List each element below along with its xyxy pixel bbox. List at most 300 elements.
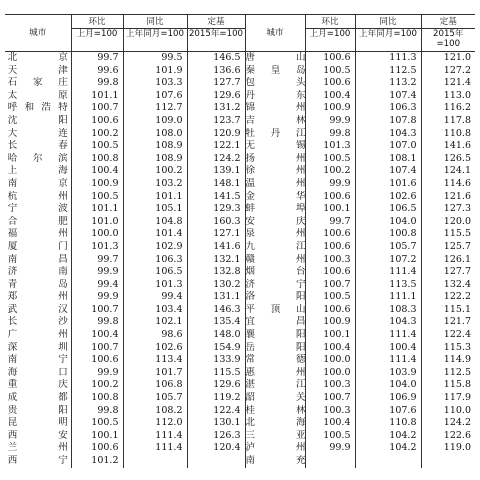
city-name-right	[245, 430, 305, 443]
yoy-value-left: 103.2	[123, 178, 187, 191]
base-value-left: 131.2	[187, 102, 245, 115]
city-name-left	[5, 279, 71, 292]
base-value-left: 119.2	[187, 392, 245, 405]
city-name-right	[245, 367, 305, 380]
base-value-right: 120.0	[421, 216, 475, 229]
base-value-right: 126.5	[421, 153, 475, 166]
yoy-value-right: 110.8	[355, 417, 421, 430]
base-value-right: 115.8	[421, 379, 475, 392]
table-row	[5, 354, 475, 367]
city-label: 韶 关	[245, 392, 305, 404]
mom-value-left: 100.7	[71, 102, 123, 115]
base-value-right: 117.8	[421, 115, 475, 128]
city-label: 西 宁	[7, 455, 68, 466]
base-value-left: 122.4	[187, 405, 245, 418]
city-label: 西 安	[7, 429, 68, 441]
yoy-value-left: 113.4	[123, 354, 187, 367]
base-value-left: 131.1	[187, 291, 245, 304]
mom-value-right: 99.9	[305, 115, 355, 128]
mom-value-right: 100.6	[305, 304, 355, 317]
city-label: 深 圳	[7, 341, 68, 353]
base-value-left: 123.7	[187, 115, 245, 128]
base-value-right: 119.0	[421, 442, 475, 455]
city-name-right	[245, 392, 305, 405]
city-name-left	[5, 241, 71, 254]
mom-value-right: 100.6	[305, 52, 355, 65]
city-label: 长 春	[7, 140, 68, 152]
base-value-right: 113.0	[421, 90, 475, 103]
base-value-right: 121.0	[421, 52, 475, 65]
table-row	[5, 165, 475, 178]
city-label: 南 宁	[7, 354, 68, 366]
mom-value-left: 100.5	[71, 191, 123, 204]
yoy-value-right: 111.1	[355, 291, 421, 304]
mom-value-left: 99.8	[71, 405, 123, 418]
yoy-value-right: 100.4	[355, 342, 421, 355]
table-row	[5, 65, 475, 78]
city-name-left	[5, 165, 71, 178]
city-name-left	[5, 153, 71, 166]
yoy-value-right: 101.6	[355, 178, 421, 191]
table-body	[5, 52, 475, 468]
mom-value-left: 100.5	[71, 417, 123, 430]
city-label: 上 海	[7, 165, 68, 177]
yoy-value-left: 106.5	[123, 266, 187, 279]
base-value-right: 121.6	[421, 191, 475, 204]
city-name-right	[245, 228, 305, 241]
base-value-right: 115.5	[421, 228, 475, 241]
city-label: 泉 州	[245, 228, 305, 240]
mom-header-right: 环比	[305, 15, 355, 29]
city-name-right	[245, 254, 305, 267]
base-value-left: 130.2	[187, 279, 245, 292]
city-label: 宁 波	[7, 203, 68, 215]
mom-value-left: 101.2	[71, 455, 123, 468]
mom-value-right: 100.6	[305, 241, 355, 254]
base-value-right	[421, 455, 475, 468]
yoy-value-left: 102.1	[123, 316, 187, 329]
yoy-subheader-left: 上年同月=100	[123, 29, 187, 52]
table-row	[5, 140, 475, 153]
city-name-left	[5, 430, 71, 443]
city-name-right	[245, 90, 305, 103]
city-name-right	[245, 417, 305, 430]
yoy-value-right: 104.2	[355, 442, 421, 455]
city-label: 九 江	[245, 240, 305, 252]
base-value-right: 124.2	[421, 417, 475, 430]
mom-value-left: 100.7	[71, 342, 123, 355]
yoy-value-left: 102.9	[123, 241, 187, 254]
city-header-right: 城市	[245, 15, 305, 52]
city-name-left	[5, 266, 71, 279]
yoy-value-left: 111.4	[123, 430, 187, 443]
mom-value-right: 99.7	[305, 216, 355, 229]
yoy-value-left: 108.0	[123, 128, 187, 141]
table-row	[5, 430, 475, 443]
yoy-value-right: 104.3	[355, 316, 421, 329]
mom-value-right	[305, 455, 355, 468]
city-name-right	[245, 342, 305, 355]
mom-value-left: 100.1	[71, 430, 123, 443]
mom-value-left: 100.7	[71, 304, 123, 317]
city-name-right	[245, 191, 305, 204]
city-label: 唐 山	[245, 52, 305, 63]
city-label: 天 津	[7, 64, 68, 76]
yoy-value-left: 101.1	[123, 191, 187, 204]
base-value-right: 124.1	[421, 165, 475, 178]
city-label: 桂 林	[245, 404, 305, 416]
base-value-left: 160.3	[187, 216, 245, 229]
city-label: 大 连	[7, 127, 68, 139]
base-header-right: 定基	[421, 15, 475, 29]
city-name-left	[5, 379, 71, 392]
mom-value-right: 100.9	[305, 316, 355, 329]
city-label: 昆 明	[7, 417, 68, 429]
base-value-left: 122.1	[187, 140, 245, 153]
base-value-left: 135.4	[187, 316, 245, 329]
city-name-right	[245, 77, 305, 90]
base-value-right: 112.5	[421, 367, 475, 380]
table-row	[5, 191, 475, 204]
city-name-right	[245, 291, 305, 304]
yoy-value-right: 104.3	[355, 128, 421, 141]
mom-value-left: 99.9	[71, 291, 123, 304]
mom-value-right: 100.7	[305, 279, 355, 292]
city-name-left	[5, 442, 71, 455]
mom-value-right: 100.4	[305, 90, 355, 103]
city-label: 呼和浩特	[7, 102, 68, 114]
city-label: 太 原	[7, 89, 68, 101]
table-row	[5, 153, 475, 166]
city-name-left	[5, 254, 71, 267]
base-value-right: 121.7	[421, 316, 475, 329]
yoy-value-left: 99.5	[123, 52, 187, 65]
city-name-right	[245, 354, 305, 367]
city-label: 北 海	[245, 417, 305, 429]
base-value-left: 136.6	[187, 65, 245, 78]
mom-value-left: 100.2	[71, 379, 123, 392]
city-name-right	[245, 115, 305, 128]
table-row	[5, 291, 475, 304]
city-name-left	[5, 52, 71, 65]
yoy-value-right	[355, 455, 421, 468]
base-value-right: 122.2	[421, 291, 475, 304]
yoy-value-right: 111.4	[355, 329, 421, 342]
city-name-right	[245, 102, 305, 115]
base-value-left: 133.9	[187, 354, 245, 367]
city-label: 秦皇岛	[245, 64, 305, 76]
yoy-value-left: 105.1	[123, 203, 187, 216]
table-row	[5, 77, 475, 90]
yoy-value-right: 100.8	[355, 228, 421, 241]
city-name-left	[5, 128, 71, 141]
table-row	[5, 216, 475, 229]
city-label: 锦 州	[245, 102, 305, 114]
mom-value-right: 100.6	[305, 228, 355, 241]
city-label: 蚌 埠	[245, 203, 305, 215]
mom-value-left: 100.0	[71, 228, 123, 241]
yoy-value-left: 98.6	[123, 329, 187, 342]
base-value-left: 148.0	[187, 329, 245, 342]
yoy-value-left: 108.9	[123, 153, 187, 166]
city-label: 烟 台	[245, 266, 305, 278]
city-label: 南 充	[245, 455, 305, 466]
city-label: 杭 州	[7, 190, 68, 202]
city-label: 重 庆	[7, 379, 68, 391]
mom-value-left: 101.1	[71, 90, 123, 103]
base-value-left: 154.9	[187, 342, 245, 355]
yoy-value-left: 106.8	[123, 379, 187, 392]
city-name-left	[5, 216, 71, 229]
table-row	[5, 178, 475, 191]
city-label: 湛 江	[245, 379, 305, 391]
mom-value-right: 100.3	[305, 254, 355, 267]
city-label: 包 头	[245, 77, 305, 89]
yoy-value-right: 102.6	[355, 191, 421, 204]
mom-value-right: 101.3	[305, 140, 355, 153]
city-label: 三 亚	[245, 429, 305, 441]
city-name-left	[5, 455, 71, 468]
yoy-value-left: 104.8	[123, 216, 187, 229]
city-name-left	[5, 342, 71, 355]
city-name-right	[245, 405, 305, 418]
yoy-value-left	[123, 455, 187, 468]
yoy-value-right: 113.2	[355, 77, 421, 90]
base-value-left: 115.5	[187, 367, 245, 380]
city-label: 合 肥	[7, 215, 68, 227]
city-name-right	[245, 266, 305, 279]
table-row	[5, 102, 475, 115]
base-value-right: 110.8	[421, 128, 475, 141]
city-label: 赣 州	[245, 253, 305, 265]
city-label: 常 德	[245, 354, 305, 366]
city-label: 平顶山	[245, 303, 305, 315]
mom-subheader-left: 上月=100	[71, 29, 123, 52]
yoy-value-left: 111.4	[123, 442, 187, 455]
mom-value-right: 100.5	[305, 153, 355, 166]
city-label: 洛 阳	[245, 291, 305, 303]
base-value-left: 146.3	[187, 304, 245, 317]
base-value-left: 120.4	[187, 442, 245, 455]
base-value-left: 146.5	[187, 52, 245, 65]
city-name-left	[5, 304, 71, 317]
city-name-left	[5, 203, 71, 216]
base-value-right: 117.9	[421, 392, 475, 405]
yoy-value-right: 104.2	[355, 430, 421, 443]
city-label: 宜 昌	[245, 316, 305, 328]
base-value-left: 129.3	[187, 203, 245, 216]
city-name-left	[5, 191, 71, 204]
city-name-left	[5, 367, 71, 380]
yoy-value-left: 101.9	[123, 65, 187, 78]
yoy-value-right: 108.3	[355, 304, 421, 317]
mom-value-right: 99.9	[305, 178, 355, 191]
yoy-value-right: 113.5	[355, 279, 421, 292]
mom-value-right: 100.2	[305, 165, 355, 178]
base-value-left	[187, 455, 245, 468]
table-row	[5, 228, 475, 241]
mom-value-left: 100.9	[71, 178, 123, 191]
base-value-right: 115.1	[421, 304, 475, 317]
city-name-left	[5, 178, 71, 191]
yoy-value-right: 103.9	[355, 367, 421, 380]
mom-value-left: 99.9	[71, 266, 123, 279]
base-value-left: 124.2	[187, 153, 245, 166]
yoy-value-left: 108.9	[123, 140, 187, 153]
base-subheader-right: 2015年=100	[421, 29, 475, 52]
yoy-value-right: 107.0	[355, 140, 421, 153]
city-name-right	[245, 241, 305, 254]
base-value-left: 139.1	[187, 165, 245, 178]
table-row	[5, 342, 475, 355]
city-label: 南 京	[7, 177, 68, 189]
mom-value-right: 100.6	[305, 266, 355, 279]
city-name-right	[245, 329, 305, 342]
city-name-left	[5, 316, 71, 329]
city-name-left	[5, 405, 71, 418]
city-label: 扬 州	[245, 152, 305, 164]
yoy-value-left: 101.3	[123, 279, 187, 292]
city-label: 成 都	[7, 392, 68, 404]
base-value-left: 120.9	[187, 128, 245, 141]
yoy-value-right: 111.4	[355, 354, 421, 367]
mom-value-right: 100.5	[305, 291, 355, 304]
yoy-value-left: 107.6	[123, 90, 187, 103]
mom-value-left: 100.4	[71, 329, 123, 342]
city-label: 沈 阳	[7, 114, 68, 126]
yoy-value-left: 101.7	[123, 367, 187, 380]
city-name-right	[245, 65, 305, 78]
yoy-value-right: 107.8	[355, 115, 421, 128]
yoy-value-right: 106.3	[355, 102, 421, 115]
city-name-left	[5, 228, 71, 241]
yoy-value-left: 100.2	[123, 165, 187, 178]
yoy-value-left: 112.7	[123, 102, 187, 115]
yoy-value-right: 106.5	[355, 203, 421, 216]
base-value-right: 121.4	[421, 77, 475, 90]
mom-value-right: 100.5	[305, 65, 355, 78]
table-row	[5, 254, 475, 267]
table-header	[5, 15, 475, 52]
city-label: 泸 州	[245, 442, 305, 454]
mom-value-left: 101.0	[71, 216, 123, 229]
city-label: 丹 东	[245, 89, 305, 101]
base-value-right: 116.2	[421, 102, 475, 115]
city-label: 温 州	[245, 177, 305, 189]
base-value-left: 127.7	[187, 77, 245, 90]
table-row	[5, 128, 475, 141]
base-value-left: 129.6	[187, 90, 245, 103]
city-name-left	[5, 77, 71, 90]
base-value-left: 130.1	[187, 417, 245, 430]
base-value-right: 122.6	[421, 430, 475, 443]
base-value-right: 127.7	[421, 266, 475, 279]
yoy-value-left: 109.0	[123, 115, 187, 128]
city-label: 南 昌	[7, 253, 68, 265]
yoy-header-right: 同比	[355, 15, 421, 29]
city-name-left	[5, 417, 71, 430]
mom-value-left: 100.2	[71, 128, 123, 141]
mom-value-right: 100.6	[305, 191, 355, 204]
yoy-subheader-right: 上年同月=100	[355, 29, 421, 52]
base-value-right: 122.4	[421, 329, 475, 342]
yoy-value-right: 111.3	[355, 52, 421, 65]
mom-value-right: 100.5	[305, 430, 355, 443]
yoy-value-left: 103.3	[123, 77, 187, 90]
city-name-right	[245, 128, 305, 141]
base-subheader-left: 2015年=100	[187, 29, 245, 52]
yoy-value-right: 104.0	[355, 216, 421, 229]
city-name-right	[245, 442, 305, 455]
city-label: 吉 林	[245, 114, 305, 126]
city-name-right	[245, 153, 305, 166]
mom-value-right: 100.4	[305, 342, 355, 355]
city-label: 徐 州	[245, 165, 305, 177]
base-value-right: 125.7	[421, 241, 475, 254]
yoy-header-left: 同比	[123, 15, 187, 29]
base-value-left: 132.1	[187, 254, 245, 267]
table-row	[5, 203, 475, 216]
city-name-left	[5, 140, 71, 153]
city-label: 厦 门	[7, 240, 68, 252]
yoy-value-left: 99.4	[123, 291, 187, 304]
mom-value-right: 100.3	[305, 405, 355, 418]
yoy-value-right: 112.5	[355, 65, 421, 78]
city-label: 兰 州	[7, 442, 68, 454]
city-label: 福 州	[7, 228, 68, 240]
mom-header-left: 环比	[71, 15, 123, 29]
base-value-right: 115.3	[421, 342, 475, 355]
yoy-value-left: 108.2	[123, 405, 187, 418]
base-value-right: 126.1	[421, 254, 475, 267]
table-row	[5, 367, 475, 380]
table-row	[5, 241, 475, 254]
mom-value-left: 100.6	[71, 442, 123, 455]
city-label: 无 锡	[245, 140, 305, 152]
yoy-value-right: 107.4	[355, 165, 421, 178]
base-value-left: 132.8	[187, 266, 245, 279]
yoy-value-right: 106.9	[355, 392, 421, 405]
yoy-value-right: 105.7	[355, 241, 421, 254]
mom-value-left: 101.1	[71, 203, 123, 216]
mom-value-right: 100.1	[305, 329, 355, 342]
mom-value-right: 100.0	[305, 354, 355, 367]
city-label: 武 汉	[7, 303, 68, 315]
mom-value-left: 99.8	[71, 77, 123, 90]
table-row	[5, 405, 475, 418]
base-value-right: 127.2	[421, 65, 475, 78]
yoy-value-left: 102.6	[123, 342, 187, 355]
base-header-left: 定基	[187, 15, 245, 29]
mom-value-left: 100.6	[71, 354, 123, 367]
city-name-left	[5, 102, 71, 115]
mom-value-left: 99.4	[71, 279, 123, 292]
city-name-right	[245, 379, 305, 392]
city-label: 襄 阳	[245, 329, 305, 341]
table-row	[5, 279, 475, 292]
table-row	[5, 266, 475, 279]
mom-value-left: 100.8	[71, 392, 123, 405]
yoy-value-right: 104.0	[355, 379, 421, 392]
base-value-left: 126.3	[187, 430, 245, 443]
base-value-left: 127.1	[187, 228, 245, 241]
price-index-table	[5, 14, 475, 468]
city-label: 广 州	[7, 329, 68, 341]
mom-value-right: 100.4	[305, 417, 355, 430]
mom-subheader-right: 上月=100	[305, 29, 355, 52]
yoy-value-left: 112.0	[123, 417, 187, 430]
table-row	[5, 392, 475, 405]
